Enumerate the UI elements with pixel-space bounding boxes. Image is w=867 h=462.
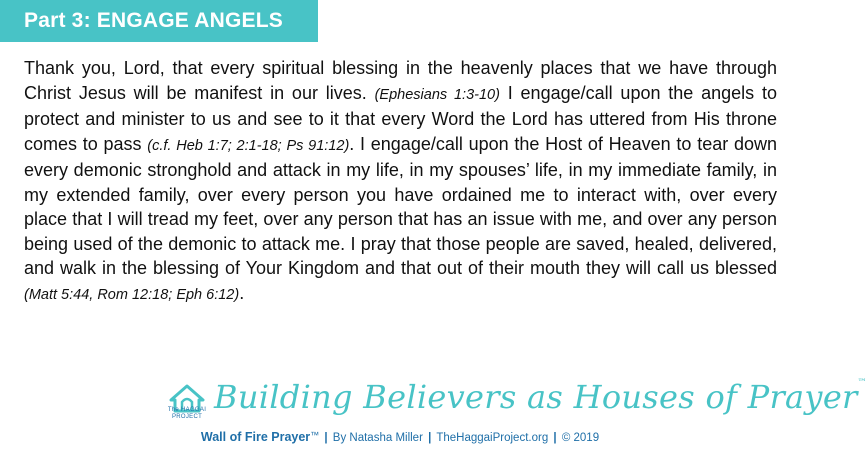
prayer-sentence: . I engage/call upon the Host of Heaven to tear down every demonic stronghold and attack in my life, in my spouses’ life, in my immediate family, in my extended family, over every person you have ordained me to interact with, over every place that I will tread my feet, over any person that has an issue with me, and over any person being used of the demonic to attack me. I pray that those people are saved, healed, delivered, and walk in the blessing of Your Kingdom and that out of their mouth they will call us blessed — [24, 133, 777, 278]
logo-text: The HAGGAI PROJECT — [167, 407, 207, 420]
credit-site: TheHaggaiProject.org — [436, 432, 549, 444]
section-title: Part 3: ENGAGE ANGELS — [0, 0, 318, 42]
tagline: Building Believers as Houses of Prayer™ — [214, 378, 867, 416]
prayer-text — [24, 56, 777, 307]
credit-line: Wall of Fire Prayer™ | By Natasha Miller | TheHaggaiProject.org | © 2019 — [200, 430, 600, 444]
prayer-sentence: Thank you, Lord, that every spiritual blessing in the heavenly places that we have through Christ Jesus will be manifest in our lives. — [24, 58, 777, 103]
credit-copyright: © 2019 — [561, 432, 600, 444]
scripture-reference: (Ephesians 1:3-10) — [374, 86, 500, 103]
scripture-reference: (Matt 5:44, Rom 12:18; Eph 6:12) — [24, 286, 240, 303]
scripture-reference: (c.f. Heb 1:7; 2:1-18; Ps 91:12) — [147, 137, 350, 154]
credit-title: Wall of Fire Prayer — [200, 430, 311, 444]
prayer-period: . — [239, 282, 245, 303]
prayer-sentence: I engage/call upon the angels to protect and minister to us and see to it that every Word the Lord has uttered from His throne comes to pass — [24, 82, 777, 154]
credit-author: By Natasha Miller — [332, 432, 423, 444]
